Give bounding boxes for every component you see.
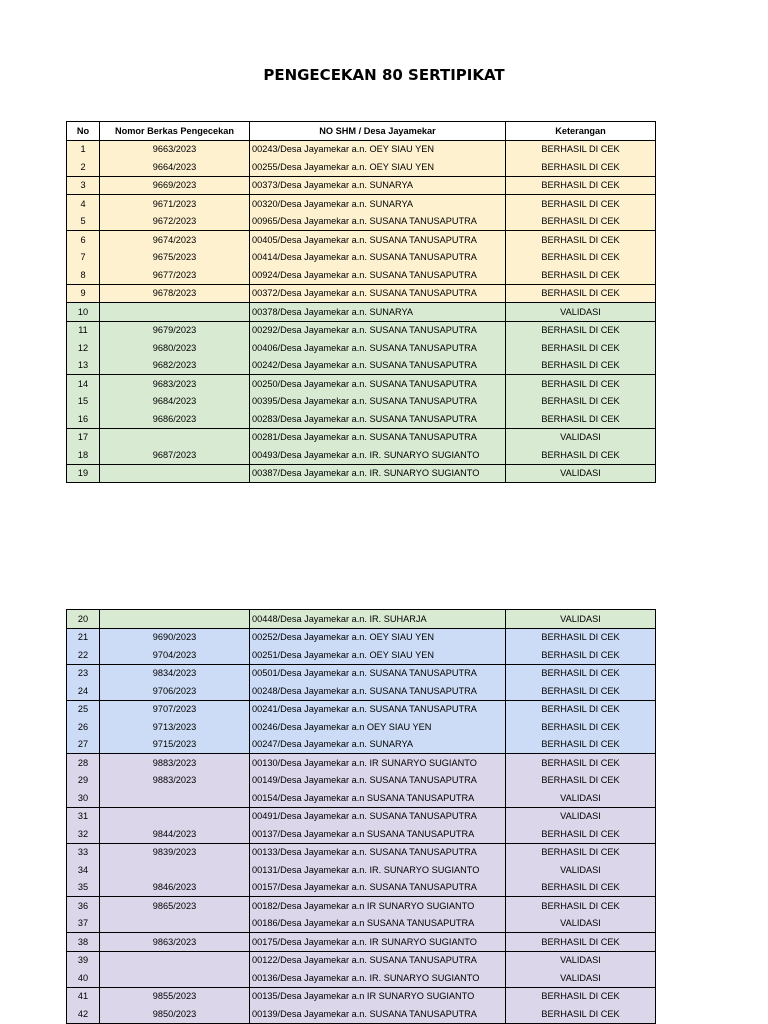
cell-no-shm: 00414/Desa Jayamekar a.n. SUSANA TANUSAPUTRA: [250, 249, 506, 267]
cell-nomor-berkas: 9687/2023: [100, 446, 250, 464]
cell-keterangan: BERHASIL DI CEK: [506, 140, 656, 158]
cell-keterangan: BERHASIL DI CEK: [506, 393, 656, 411]
cell-nomor-berkas: [100, 807, 250, 825]
cell-keterangan: BERHASIL DI CEK: [506, 700, 656, 718]
cell-no-shm: 00493/Desa Jayamekar a.n. IR. SUNARYO SUGIANTO: [250, 446, 506, 464]
cell-no-shm: 00255/Desa Jayamekar a.n. OEY SIAU YEN: [250, 158, 506, 176]
table-row: [67, 140, 656, 158]
cell-keterangan: BERHASIL DI CEK: [506, 284, 656, 303]
cell-no-shm: 00252/Desa Jayamekar a.n. OEY SIAU YEN: [250, 628, 506, 646]
cell-keterangan: VALIDASI: [506, 428, 656, 446]
cell-nomor-berkas: [100, 303, 250, 322]
cell-no: 5: [67, 213, 100, 231]
cell-no: 24: [67, 682, 100, 700]
cell-keterangan: VALIDASI: [506, 789, 656, 807]
table-row: [67, 789, 656, 807]
cell-no: 15: [67, 393, 100, 411]
cell-no: 19: [67, 464, 100, 483]
cell-keterangan: BERHASIL DI CEK: [506, 987, 656, 1005]
cell-nomor-berkas: 9883/2023: [100, 772, 250, 790]
cell-no-shm: 00243/Desa Jayamekar a.n. OEY SIAU YEN: [250, 140, 506, 158]
table-body-part-1: [67, 140, 656, 483]
table-row: [67, 339, 656, 357]
cell-nomor-berkas: [100, 969, 250, 987]
cell-no: 25: [67, 700, 100, 718]
cell-no: 8: [67, 266, 100, 284]
cell-nomor-berkas: 9686/2023: [100, 410, 250, 428]
cell-keterangan: BERHASIL DI CEK: [506, 321, 656, 339]
cell-nomor-berkas: [100, 861, 250, 879]
cell-no: 41: [67, 987, 100, 1005]
cell-keterangan: VALIDASI: [506, 969, 656, 987]
cell-nomor-berkas: 9844/2023: [100, 825, 250, 843]
cell-no-shm: 00491/Desa Jayamekar a.n. SUSANA TANUSAPUTRA: [250, 807, 506, 825]
table-row: [67, 464, 656, 483]
table-row: [67, 231, 656, 249]
cell-nomor-berkas: [100, 464, 250, 483]
cell-no-shm: 00395/Desa Jayamekar a.n. SUSANA TANUSAPUTRA: [250, 393, 506, 411]
cell-nomor-berkas: [100, 428, 250, 446]
cell-keterangan: BERHASIL DI CEK: [506, 664, 656, 682]
cell-nomor-berkas: 9865/2023: [100, 897, 250, 915]
cell-no: 34: [67, 861, 100, 879]
table-row: [67, 664, 656, 682]
table-row: [67, 700, 656, 718]
cell-nomor-berkas: 9846/2023: [100, 879, 250, 897]
header-nomor-berkas: Nomor Berkas Pengecekan: [100, 122, 250, 141]
cell-no: 32: [67, 825, 100, 843]
cell-nomor-berkas: [100, 951, 250, 969]
cell-no-shm: 00130/Desa Jayamekar a.n. IR SUNARYO SUGIANTO: [250, 754, 506, 772]
cell-no-shm: 00133/Desa Jayamekar a.n. SUSANA TANUSAPUTRA: [250, 843, 506, 861]
cell-keterangan: VALIDASI: [506, 807, 656, 825]
table-row: [67, 321, 656, 339]
header-keterangan: Keterangan: [506, 122, 656, 141]
table-row: [67, 176, 656, 195]
cell-nomor-berkas: 9680/2023: [100, 339, 250, 357]
table-row: [67, 807, 656, 825]
cell-no-shm: 00186/Desa Jayamekar a.n SUSANA TANUSAPUTRA: [250, 915, 506, 933]
cell-no: 27: [67, 736, 100, 754]
cell-keterangan: BERHASIL DI CEK: [506, 249, 656, 267]
cell-keterangan: BERHASIL DI CEK: [506, 933, 656, 952]
cell-no-shm: 00372/Desa Jayamekar a.n. SUSANA TANUSAPUTRA: [250, 284, 506, 303]
cell-no: 37: [67, 915, 100, 933]
cell-nomor-berkas: 9678/2023: [100, 284, 250, 303]
cell-no-shm: 00242/Desa Jayamekar a.n. SUSANA TANUSAPUTRA: [250, 357, 506, 375]
cell-keterangan: VALIDASI: [506, 464, 656, 483]
cell-no-shm: 00387/Desa Jayamekar a.n. IR. SUNARYO SUGIANTO: [250, 464, 506, 483]
cell-keterangan: BERHASIL DI CEK: [506, 772, 656, 790]
cell-keterangan: VALIDASI: [506, 610, 656, 629]
table-row: [67, 933, 656, 952]
cell-no: 22: [67, 646, 100, 664]
cell-keterangan: BERHASIL DI CEK: [506, 754, 656, 772]
cell-no-shm: 00135/Desa Jayamekar a.n IR SUNARYO SUGIANTO: [250, 987, 506, 1005]
cell-nomor-berkas: [100, 915, 250, 933]
table-row: [67, 861, 656, 879]
table-row: [67, 303, 656, 322]
cell-keterangan: BERHASIL DI CEK: [506, 195, 656, 213]
cell-no-shm: 00122/Desa Jayamekar a.n. SUSANA TANUSAPUTRA: [250, 951, 506, 969]
cell-no: 30: [67, 789, 100, 807]
cell-nomor-berkas: 9839/2023: [100, 843, 250, 861]
table-row: [67, 772, 656, 790]
table-row: [67, 446, 656, 464]
cell-keterangan: BERHASIL DI CEK: [506, 628, 656, 646]
cell-nomor-berkas: 9679/2023: [100, 321, 250, 339]
cell-keterangan: BERHASIL DI CEK: [506, 213, 656, 231]
cell-no: 13: [67, 357, 100, 375]
table-row: [67, 754, 656, 772]
cell-no: 33: [67, 843, 100, 861]
table-row: [67, 718, 656, 736]
cell-keterangan: BERHASIL DI CEK: [506, 646, 656, 664]
cell-keterangan: BERHASIL DI CEK: [506, 158, 656, 176]
table-header-row: [67, 122, 656, 141]
cell-no-shm: 00139/Desa Jayamekar a.n. SUSANA TANUSAPUTRA: [250, 1005, 506, 1023]
table-row: [67, 195, 656, 213]
cell-keterangan: BERHASIL DI CEK: [506, 266, 656, 284]
table-row: [67, 375, 656, 393]
page-title: PENGECEKAN 80 SERTIPIKAT: [263, 66, 505, 84]
cell-nomor-berkas: 9669/2023: [100, 176, 250, 195]
table-row: [67, 969, 656, 987]
cell-nomor-berkas: 9706/2023: [100, 682, 250, 700]
table-row: [67, 610, 656, 629]
cell-no-shm: 00251/Desa Jayamekar a.n. OEY SIAU YEN: [250, 646, 506, 664]
table-row: [67, 915, 656, 933]
cell-no: 7: [67, 249, 100, 267]
cell-no-shm: 00241/Desa Jayamekar a.n. SUSANA TANUSAPUTRA: [250, 700, 506, 718]
cell-nomor-berkas: 9690/2023: [100, 628, 250, 646]
table-row: [67, 628, 656, 646]
cell-nomor-berkas: 9715/2023: [100, 736, 250, 754]
table-row: [67, 428, 656, 446]
cell-no: 31: [67, 807, 100, 825]
cell-no-shm: 00250/Desa Jayamekar a.n. SUSANA TANUSAPUTRA: [250, 375, 506, 393]
cell-no: 6: [67, 231, 100, 249]
cell-nomor-berkas: 9704/2023: [100, 646, 250, 664]
cell-no: 9: [67, 284, 100, 303]
cell-no-shm: 00149/Desa Jayamekar a.n. SUSANA TANUSAPUTRA: [250, 772, 506, 790]
cell-no: 28: [67, 754, 100, 772]
cell-keterangan: VALIDASI: [506, 861, 656, 879]
cell-nomor-berkas: 9850/2023: [100, 1005, 250, 1023]
cell-no-shm: 00405/Desa Jayamekar a.n. SUSANA TANUSAPUTRA: [250, 231, 506, 249]
cell-keterangan: BERHASIL DI CEK: [506, 897, 656, 915]
cell-keterangan: BERHASIL DI CEK: [506, 339, 656, 357]
cell-nomor-berkas: 9863/2023: [100, 933, 250, 952]
cell-nomor-berkas: 9672/2023: [100, 213, 250, 231]
cell-no-shm: 00246/Desa Jayamekar a.n OEY SIAU YEN: [250, 718, 506, 736]
cell-no-shm: 00501/Desa Jayamekar a.n. SUSANA TANUSAPUTRA: [250, 664, 506, 682]
cell-no: 42: [67, 1005, 100, 1023]
cell-no: 40: [67, 969, 100, 987]
cell-keterangan: BERHASIL DI CEK: [506, 879, 656, 897]
cell-no: 11: [67, 321, 100, 339]
cell-no: 20: [67, 610, 100, 629]
cell-keterangan: BERHASIL DI CEK: [506, 410, 656, 428]
cell-nomor-berkas: 9671/2023: [100, 195, 250, 213]
cell-no-shm: 00965/Desa Jayamekar a.n. SUSANA TANUSAPUTRA: [250, 213, 506, 231]
table-row: [67, 736, 656, 754]
cell-nomor-berkas: [100, 610, 250, 629]
cell-nomor-berkas: 9675/2023: [100, 249, 250, 267]
cell-no: 36: [67, 897, 100, 915]
table-row: [67, 249, 656, 267]
cell-no: 35: [67, 879, 100, 897]
table-body-part-2: [67, 610, 656, 1024]
cell-keterangan: BERHASIL DI CEK: [506, 825, 656, 843]
cell-no-shm: 00154/Desa Jayamekar a.n SUSANA TANUSAPUTRA: [250, 789, 506, 807]
cell-no: 21: [67, 628, 100, 646]
cell-nomor-berkas: [100, 789, 250, 807]
cell-no: 12: [67, 339, 100, 357]
cell-keterangan: BERHASIL DI CEK: [506, 843, 656, 861]
cell-no-shm: 00283/Desa Jayamekar a.n. SUSANA TANUSAPUTRA: [250, 410, 506, 428]
cell-no: 18: [67, 446, 100, 464]
header-no: No: [67, 122, 100, 141]
table-row: [67, 879, 656, 897]
cell-no-shm: 00248/Desa Jayamekar a.n. SUSANA TANUSAPUTRA: [250, 682, 506, 700]
cell-no-shm: 00292/Desa Jayamekar a.n. SUSANA TANUSAPUTRA: [250, 321, 506, 339]
cell-no-shm: 00924/Desa Jayamekar a.n. SUSANA TANUSAPUTRA: [250, 266, 506, 284]
cell-no-shm: 00281/Desa Jayamekar a.n. SUSANA TANUSAPUTRA: [250, 428, 506, 446]
cell-no-shm: 00320/Desa Jayamekar a.n. SUNARYA: [250, 195, 506, 213]
cell-no: 17: [67, 428, 100, 446]
cell-no-shm: 00182/Desa Jayamekar a.n IR SUNARYO SUGIANTO: [250, 897, 506, 915]
cell-keterangan: VALIDASI: [506, 303, 656, 322]
cell-no: 16: [67, 410, 100, 428]
cell-keterangan: BERHASIL DI CEK: [506, 231, 656, 249]
cell-no: 23: [67, 664, 100, 682]
cell-keterangan: VALIDASI: [506, 951, 656, 969]
cell-keterangan: VALIDASI: [506, 915, 656, 933]
table-row: [67, 393, 656, 411]
cell-keterangan: BERHASIL DI CEK: [506, 375, 656, 393]
cell-no: 26: [67, 718, 100, 736]
cell-nomor-berkas: 9682/2023: [100, 357, 250, 375]
table-row: [67, 843, 656, 861]
cell-nomor-berkas: 9883/2023: [100, 754, 250, 772]
cell-no: 4: [67, 195, 100, 213]
cell-no: 2: [67, 158, 100, 176]
cell-no-shm: 00373/Desa Jayamekar a.n. SUNARYA: [250, 176, 506, 195]
header-no-shm: NO SHM / Desa Jayamekar: [250, 122, 506, 141]
table-row: [67, 357, 656, 375]
cell-no-shm: 00448/Desa Jayamekar a.n. IR. SUHARJA: [250, 610, 506, 629]
cell-no-shm: 00378/Desa Jayamekar a.n. SUNARYA: [250, 303, 506, 322]
cell-no: 1: [67, 140, 100, 158]
cell-nomor-berkas: 9834/2023: [100, 664, 250, 682]
cell-no: 14: [67, 375, 100, 393]
cell-nomor-berkas: 9707/2023: [100, 700, 250, 718]
cell-keterangan: BERHASIL DI CEK: [506, 682, 656, 700]
table-row: [67, 410, 656, 428]
cell-no-shm: 00137/Desa Jayamekar a.n SUSANA TANUSAPUTRA: [250, 825, 506, 843]
table-row: [67, 158, 656, 176]
cell-keterangan: BERHASIL DI CEK: [506, 446, 656, 464]
certificate-table-part-1: [66, 121, 656, 483]
certificate-table-part-2: [66, 609, 656, 1024]
cell-nomor-berkas: 9713/2023: [100, 718, 250, 736]
table-row: [67, 213, 656, 231]
table-row: [67, 951, 656, 969]
cell-no: 38: [67, 933, 100, 952]
table-row: [67, 1005, 656, 1023]
cell-nomor-berkas: 9684/2023: [100, 393, 250, 411]
cell-nomor-berkas: 9664/2023: [100, 158, 250, 176]
cell-keterangan: BERHASIL DI CEK: [506, 176, 656, 195]
cell-keterangan: BERHASIL DI CEK: [506, 736, 656, 754]
cell-nomor-berkas: 9674/2023: [100, 231, 250, 249]
table-row: [67, 987, 656, 1005]
cell-no-shm: 00247/Desa Jayamekar a.n. SUNARYA: [250, 736, 506, 754]
cell-no: 10: [67, 303, 100, 322]
cell-nomor-berkas: 9663/2023: [100, 140, 250, 158]
cell-no-shm: 00406/Desa Jayamekar a.n. SUSANA TANUSAPUTRA: [250, 339, 506, 357]
cell-no: 3: [67, 176, 100, 195]
cell-no: 29: [67, 772, 100, 790]
table-row: [67, 646, 656, 664]
cell-keterangan: BERHASIL DI CEK: [506, 357, 656, 375]
table-row: [67, 825, 656, 843]
table-row: [67, 266, 656, 284]
table-row: [67, 284, 656, 303]
cell-no-shm: 00175/Desa Jayamekar a.n. IR SUNARYO SUGIANTO: [250, 933, 506, 952]
table-row: [67, 682, 656, 700]
cell-no-shm: 00131/Desa Jayamekar a.n. IR. SUNARYO SUGIANTO: [250, 861, 506, 879]
cell-nomor-berkas: 9855/2023: [100, 987, 250, 1005]
cell-keterangan: BERHASIL DI CEK: [506, 718, 656, 736]
cell-keterangan: BERHASIL DI CEK: [506, 1005, 656, 1023]
cell-nomor-berkas: 9677/2023: [100, 266, 250, 284]
cell-nomor-berkas: 9683/2023: [100, 375, 250, 393]
cell-no-shm: 00157/Desa Jayamekar a.n. SUSANA TANUSAPUTRA: [250, 879, 506, 897]
cell-no: 39: [67, 951, 100, 969]
table-row: [67, 897, 656, 915]
cell-no-shm: 00136/Desa Jayamekar a.n. IR. SUNARYO SUGIANTO: [250, 969, 506, 987]
